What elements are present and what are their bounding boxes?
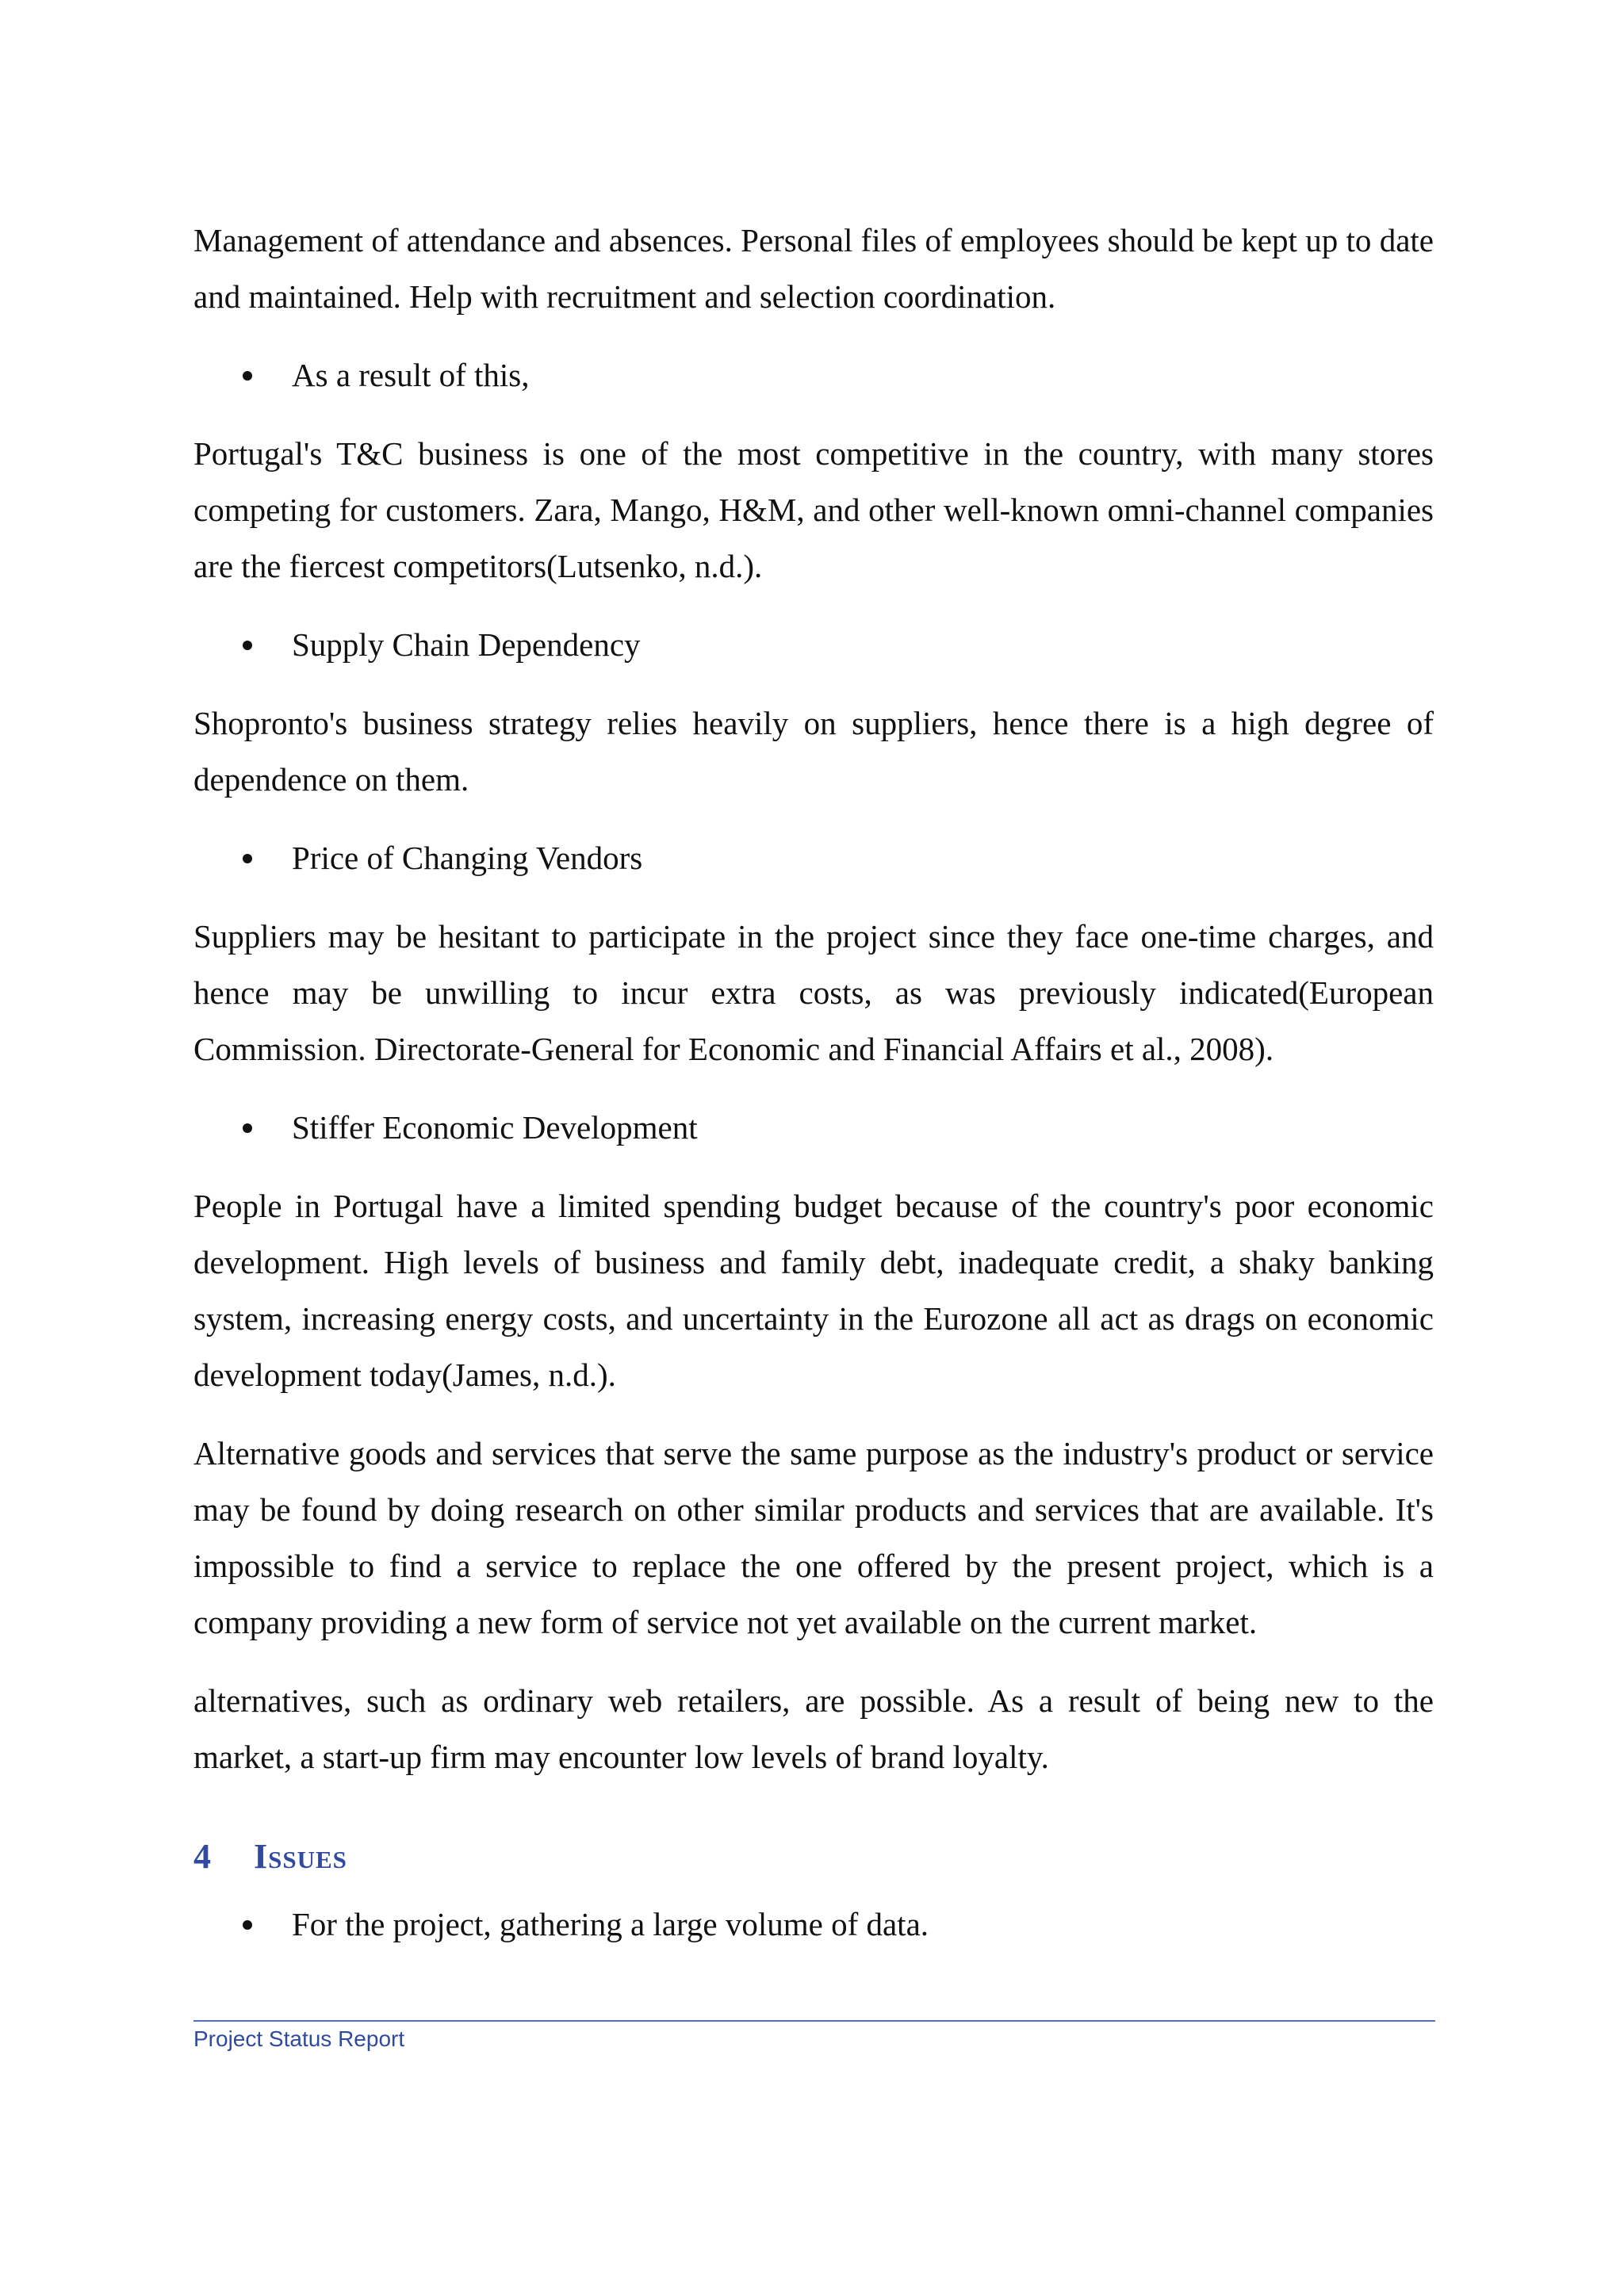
bullet-dot-icon [243, 1123, 252, 1133]
bullet-text: Price of Changing Vendors [292, 840, 643, 876]
paragraph-supply-chain: Shopronto's business strategy relies heavily on suppliers, hence there is a high degree of dependence on them. [193, 705, 1434, 798]
section-number: 4 [193, 1837, 211, 1876]
bullet-dot-icon [243, 854, 252, 863]
paragraph-competition: Portugal's T&C business is one of the most competitive in the country, with many stores competing for customers. Zara, Mango, H&M, and other well-known omni-channel companies are the fiercest competitors(Lutsenko, n.d.). [193, 435, 1434, 584]
bullet-item [193, 1100, 1434, 1156]
bullet-item [193, 1896, 1434, 1953]
bullet-item [193, 830, 1434, 886]
paragraph-attendance: Management of attendance and absences. Personal files of employees should be kept up to date and maintained. Help with recruitment and selection coordination. [193, 222, 1434, 315]
paragraph-alternatives: Alternative goods and services that serve the same purpose as the industry's product or service may be found by doing research on other similar products and services that are available. It's impossible to find a service to replace the one offered by the present project, which is a company providing a new form of service not yet available on the current market. [193, 1435, 1434, 1640]
bullet-text: For the project, gathering a large volume of data. [292, 1906, 929, 1942]
bullet-text: Supply Chain Dependency [292, 626, 641, 663]
bullet-item [193, 617, 1434, 673]
paragraph-vendors: Suppliers may be hesitant to participate in the project since they face one-time charges, and hence may be unwilling to incur extra costs, as was previously indicated(European Commission. Directorate-General for Economic and Financial Affairs et al., 2008). [193, 918, 1434, 1067]
bullet-dot-icon [243, 1920, 252, 1930]
paragraph-economy: People in Portugal have a limited spending budget because of the country's poor economic development. High levels of business and family debt, inadequate credit, a shaky banking system, increasing energy costs, and uncertainty in the Eurozone all act as drags on economic development today(James, n.d.). [193, 1188, 1434, 1393]
bullet-dot-icon [243, 371, 252, 381]
page-content [193, 212, 1434, 1975]
section-title: Issues [254, 1837, 347, 1876]
footer-title: Project Status Report [193, 2026, 405, 2051]
footer-divider [193, 2020, 1435, 2022]
bullet-text: As a result of this, [292, 357, 530, 393]
bullet-item [193, 347, 1434, 404]
bullet-dot-icon [243, 641, 252, 650]
bullet-text: Stiffer Economic Development [292, 1109, 698, 1146]
section-heading [193, 1833, 1434, 1881]
paragraph-brand-loyalty: alternatives, such as ordinary web retailers, are possible. As a result of being new to the market, a start-up firm may encounter low levels of brand loyalty. [193, 1682, 1434, 1775]
